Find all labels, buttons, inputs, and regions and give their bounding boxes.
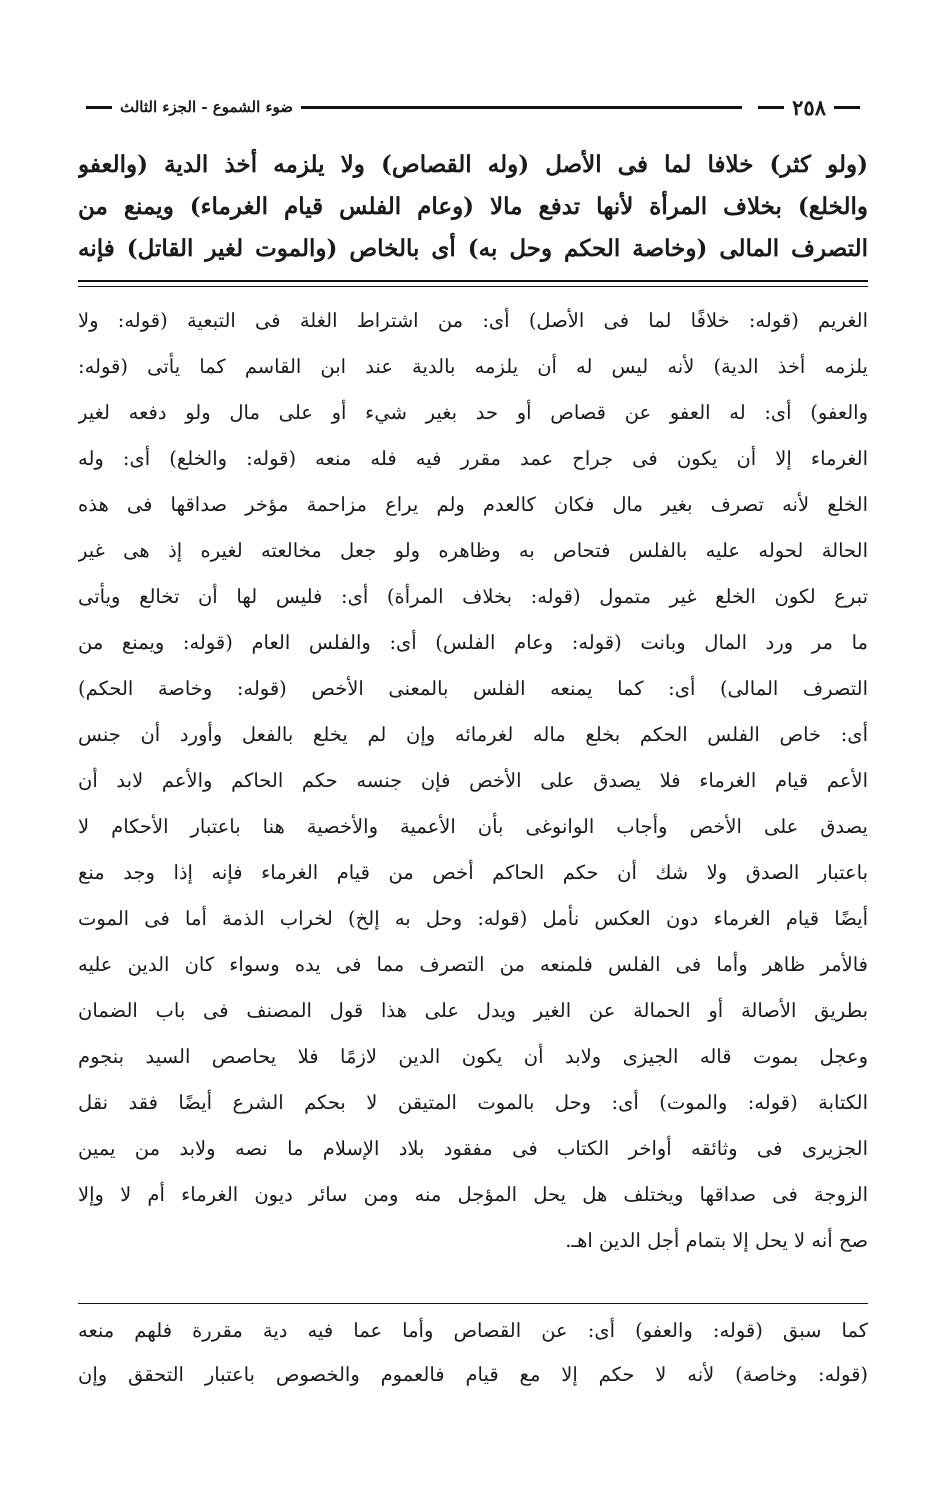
commentary-line: تبرع لكون الخلع غير متمول (قوله: بخلاف المرأة) أى: فليس لها أن تخالع ويأتى xyxy=(78,585,868,608)
footnote-line: كما سبق (قوله: والعفو) أى: عن القصاص وأما عما فيه دية مقررة فلهم منعه xyxy=(78,1319,868,1342)
running-header xyxy=(78,92,868,122)
commentary-line: أيضًا قيام الغرماء دون العكس نأمل (قوله: وحل به إلخ) لخراب الذمة أما فى الموت xyxy=(78,907,868,930)
commentary-line: الأعم قيام الغرماء فلا يصدق على الأخص فإن جنسه حكم الحاكم والأعم لابد أن xyxy=(78,769,868,792)
header-title: ضوء الشموع - الجزء الثالث xyxy=(120,98,294,116)
commentary-line: باعتبار الصدق ولا شك أن حكم الحاكم أخص من قيام الغرماء فإنه إذا وجد منع xyxy=(78,861,868,884)
header-dash-middle xyxy=(758,106,784,109)
commentary-line: يصدق على الأخص وأجاب الوانوغى بأن الأعمية والأخصية هنا باعتبار الأحكام لا xyxy=(78,815,868,838)
commentary-line: الجزيرى فى وثائقه أواخر الكتاب فى مفقود بلاد الإسلام ما نصه ولابد من يمين xyxy=(78,1137,868,1160)
commentary-line: الكتابة (قوله: والموت) أى: وحل بالموت المتيقن لا بحكم الشرع أيضًا فقد نقل xyxy=(78,1091,868,1114)
separator-double-top xyxy=(78,280,868,282)
commentary-line: الحالة لحوله عليه بالفلس فتحاص به وظاهره ولو جعل مخالعته لغيره إذ هى غير xyxy=(78,539,868,562)
commentary-line: ما مر ورد المال وبانت (قوله: وعام الفلس) أى: والفلس العام (قوله: ويمنع من xyxy=(78,631,868,654)
commentary-line: يلزمه أخذ الدية) لأنه ليس له أن يلزمه بالدية عند ابن القاسم كما يأتى (قوله: xyxy=(78,355,868,378)
commentary-line: أى: خاص الفلس الحكم بخلع ماله لغرمائه وإن لم يخلع بالفعل وأورد أن جنس xyxy=(78,723,868,746)
commentary-line: فالأمر ظاهر وأما فى الفلس فلمنعه من التصرف مما فى يده وسواء كان الدين عليه xyxy=(78,953,868,976)
commentary-line: وعجل بموت قاله الجيزى ولابد أن يكون الدين لازمًا فلا يحاصص السيد بنجوم xyxy=(78,1045,868,1068)
commentary-line: الزوجة فى صداقها ويختلف هل يحل المؤجل منه ومن سائر ديون الغرماء أم لا وإلا xyxy=(78,1183,868,1206)
main-text-line: (ولو كثر) خلافا لما فى الأصل (وله القصاص) ولا يلزمه أخذ الدية (والعفو xyxy=(78,151,868,178)
page-number: ٢٥٨ xyxy=(792,94,826,120)
main-text-line: التصرف المالى (وخاصة الحكم وحل به) أى بالخاص (والموت لغير القاتل) فإنه xyxy=(78,235,868,262)
main-text xyxy=(78,145,868,270)
commentary-line: والعفو) أى: له العفو عن قصاص أو حد بغير شيء أو على مال ولو دفعه لغير xyxy=(78,401,868,424)
main-text-line: والخلع) بخلاف المرأة لأنها تدفع مالا (وعام الفلس قيام الغرماء) ويمنع من xyxy=(78,193,868,220)
commentary-line: صح أنه لا يحل إلا بتمام أجل الدين اهـ. xyxy=(565,1229,868,1252)
footnote-line: (قوله: وخاصة) لأنه لا حكم إلا مع قيام فالعموم والخصوص باعتبار التحقق وإن xyxy=(78,1363,868,1386)
footnote-text xyxy=(78,1314,868,1394)
header-rule xyxy=(301,106,742,109)
commentary-line: بطريق الأصالة أو الحمالة عن الغير ويدل على هذا قول المصنف فى باب الضمان xyxy=(78,999,868,1022)
commentary-line: الغريم (قوله: خلافًا لما فى الأصل) أى: من اشتراط الغلة فى التبعية (قوله: ولا xyxy=(78,309,868,332)
footnote-separator xyxy=(78,1303,868,1304)
commentary-line: الغرماء إلا أن يكون فى جراح عمد مقرر فيه فله منعه (قوله: والخلع) أى: وله xyxy=(78,447,868,470)
header-dash-right xyxy=(834,106,860,109)
header-dash-left xyxy=(86,106,112,109)
separator-double-bottom xyxy=(78,286,868,287)
commentary-line: التصرف المالى) أى: كما يمنعه الفلس بالمعنى الأخص (قوله: وخاصة الحكم) xyxy=(78,677,868,700)
commentary-line: الخلع لأنه تصرف بغير مال فكان كالعدم ولم يراع مزاحمة مؤخر صداقها فى هذه xyxy=(78,493,868,516)
commentary-text xyxy=(78,304,868,1294)
